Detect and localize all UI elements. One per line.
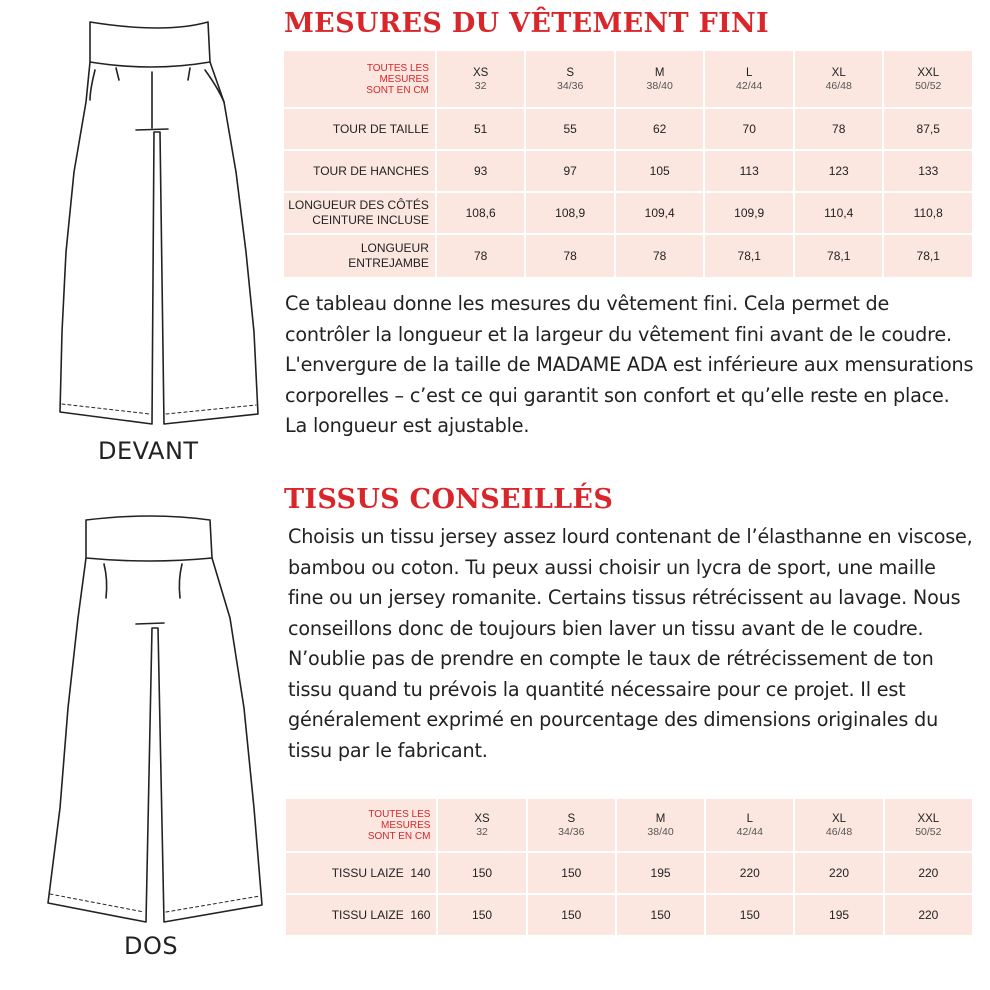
size-header-row [284, 51, 972, 107]
size-header: S 34/36 [526, 51, 614, 107]
size-header: L 42/44 [705, 51, 793, 107]
table-cell: 78,1 [795, 235, 883, 277]
table-cell: 220 [706, 853, 793, 893]
table-cell: 93 [437, 151, 525, 191]
size-header: M 38/40 [616, 51, 704, 107]
table-cell: 150 [528, 853, 615, 893]
table-cell: 195 [795, 895, 882, 935]
table-cell: 150 [528, 895, 615, 935]
table-row [286, 895, 972, 935]
row-label: TOUR DE HANCHES [284, 151, 435, 191]
front-view-label: DEVANT [98, 437, 199, 465]
recommended-fabrics-text: Choisis un tissu jersey assez lourd contenant de l’élasthanne en viscose, bambou ou coton. Tu peux aussi choisir un lycra de sport, une maille fine ou un jersey romanite. Certains tissus rétrécissent au lavage. Nous conseillons donc de toujours bien laver un tissu avant de le coudre. N’oublie pas de prendre en compte le taux de rétrécissement de ton tissu quand tu prévois la quantité nécessaire pour ce projet. Il est généralement exprimé en pourcentage des dimensions originales du tissu par le fabricant. [288, 525, 973, 762]
table-cell: 195 [617, 853, 704, 893]
finished-measurements-text: Ce tableau donne les mesures du vêtement fini. Cela permet de contrôler la longueur et la largeur du vêtement fini avant de le coudre. L'envergure de la taille de MADAME ADA est inférieure aux mensurations corporelles – c’est ce qui garantit son confort et qu’elle reste en place. La longueur est ajustable. [285, 292, 974, 437]
table-row [284, 235, 972, 277]
table-cell: 220 [795, 853, 882, 893]
table-cell: 150 [617, 895, 704, 935]
size-header: XXL 50/52 [884, 51, 972, 107]
size-header: XL 46/48 [795, 799, 882, 851]
table-cell: 78 [437, 235, 525, 277]
row-label: TISSU LAIZE 140 [286, 853, 436, 893]
table-cell: 220 [885, 853, 972, 893]
table-cell: 123 [795, 151, 883, 191]
size-header-row [286, 799, 972, 851]
table-cell: 150 [438, 853, 525, 893]
table-cell: 108,9 [526, 193, 614, 233]
table-cell: 78 [616, 235, 704, 277]
row-label: LONGUEUR DES CÔTÉS CEINTURE INCLUSE [284, 193, 435, 233]
finished-measurements-title: MESURES DU VÊTEMENT FINI [284, 8, 769, 39]
back-view-label: DOS [124, 932, 179, 960]
table-cell: 150 [706, 895, 793, 935]
size-header: M 38/40 [617, 799, 704, 851]
table-cell: 55 [526, 109, 614, 149]
size-header: XS 32 [437, 51, 525, 107]
table-row [284, 151, 972, 191]
front-pants-illustration [40, 12, 280, 432]
table-cell: 78 [795, 109, 883, 149]
row-label: TISSU LAIZE 160 [286, 895, 436, 935]
units-note: TOUTES LES MESURES SONT EN CM [286, 799, 436, 851]
table-cell: 87,5 [884, 109, 972, 149]
recommended-fabrics-title: TISSUS CONSEILLÉS [284, 484, 614, 515]
table-cell: 108,6 [437, 193, 525, 233]
table-row [284, 193, 972, 233]
table-cell: 78,1 [705, 235, 793, 277]
row-label: TOUR DE TAILLE [284, 109, 435, 149]
size-header: XXL 50/52 [885, 799, 972, 851]
table-cell: 105 [616, 151, 704, 191]
fabric-requirements-table [284, 797, 974, 937]
table-cell: 78,1 [884, 235, 972, 277]
table-cell: 78 [526, 235, 614, 277]
table-cell: 62 [616, 109, 704, 149]
size-header: XL 46/48 [795, 51, 883, 107]
back-pants-illustration [40, 508, 280, 928]
table-cell: 110,4 [795, 193, 883, 233]
table-cell: 133 [884, 151, 972, 191]
table-cell: 113 [705, 151, 793, 191]
table-cell: 220 [885, 895, 972, 935]
row-label: LONGUEUR ENTREJAMBE [284, 235, 435, 277]
table-cell: 109,9 [705, 193, 793, 233]
units-note: TOUTES LES MESURES SONT EN CM [284, 51, 435, 107]
table-cell: 97 [526, 151, 614, 191]
table-cell: 110,8 [884, 193, 972, 233]
table-cell: 51 [437, 109, 525, 149]
table-row [284, 109, 972, 149]
size-header: S 34/36 [528, 799, 615, 851]
table-cell: 70 [705, 109, 793, 149]
table-cell: 109,4 [616, 193, 704, 233]
table-row [286, 853, 972, 893]
table-cell: 150 [438, 895, 525, 935]
finished-measurements-table [282, 49, 974, 279]
size-header: XS 32 [438, 799, 525, 851]
size-header: L 42/44 [706, 799, 793, 851]
